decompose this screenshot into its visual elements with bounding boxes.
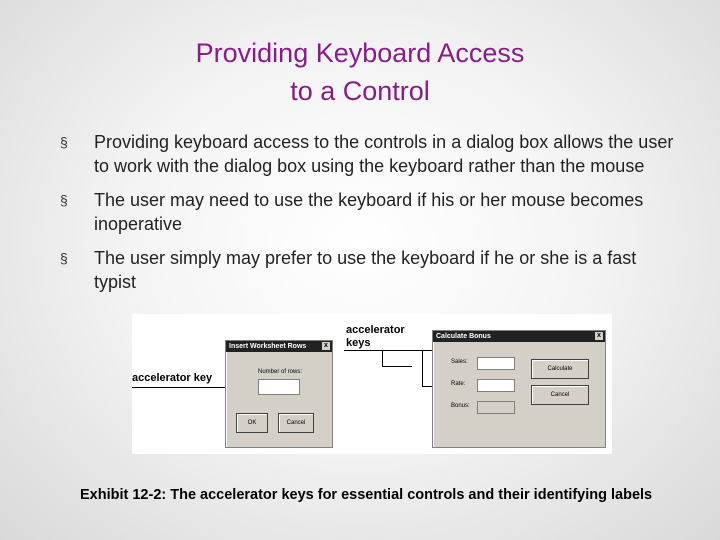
- bullet-item: [60, 188, 680, 236]
- bullet-marker: §: [60, 250, 68, 266]
- leader-line: [422, 350, 423, 386]
- exhibit-figure: [132, 314, 612, 454]
- callout-accelerator-keys: accelerator keys: [346, 324, 405, 349]
- ok-button[interactable]: OK: [236, 413, 268, 433]
- close-icon[interactable]: x: [322, 342, 330, 350]
- bullet-marker: §: [60, 134, 68, 150]
- sales-input[interactable]: [477, 357, 515, 370]
- cancel-button[interactable]: Cancel: [531, 385, 589, 405]
- bonus-output: [477, 401, 515, 414]
- bonus-label: Bonus:: [451, 403, 470, 409]
- dialog-title-bar: [433, 331, 605, 342]
- cancel-button[interactable]: Cancel: [278, 413, 314, 433]
- title-line-2: to a Control: [290, 76, 430, 106]
- leader-line: [382, 366, 412, 367]
- dialog-title: Insert Worksheet Rows: [229, 343, 307, 350]
- dialog-title-bar: [226, 341, 332, 352]
- bullet-text: The user may need to use the keyboard if his or her mouse becomes inoperative: [94, 190, 644, 234]
- number-of-rows-input[interactable]: [258, 379, 300, 395]
- dialog-title: Calculate Bonus: [436, 333, 491, 340]
- rate-label: Rate:: [451, 381, 466, 387]
- callout-accelerator-key: accelerator key: [132, 372, 213, 384]
- calculate-button[interactable]: Calculate: [531, 359, 589, 379]
- slide-title: [0, 34, 720, 110]
- leader-line: [382, 351, 383, 366]
- number-of-rows-label: Number of rows:: [258, 369, 303, 375]
- calculate-bonus-dialog: [432, 330, 606, 448]
- bullet-item: [60, 246, 680, 294]
- bullet-marker: §: [60, 192, 68, 208]
- close-icon[interactable]: x: [595, 332, 603, 340]
- insert-worksheet-rows-dialog: [225, 340, 333, 448]
- bullet-item: [60, 130, 680, 178]
- sales-label: Sales:: [451, 359, 468, 365]
- bullet-text: Providing keyboard access to the controls in a dialog box allows the user to work with the dialog box using the keyboard rather than the mouse: [94, 132, 674, 176]
- exhibit-caption: Exhibit 12-2: The accelerator keys for essential controls and their identifying labels: [80, 487, 653, 503]
- bullet-list: [60, 130, 680, 304]
- title-line-1: Providing Keyboard Access: [195, 38, 525, 68]
- bullet-text: The user simply may prefer to use the keyboard if he or she is a fast typist: [94, 248, 637, 292]
- rate-input[interactable]: [477, 379, 515, 392]
